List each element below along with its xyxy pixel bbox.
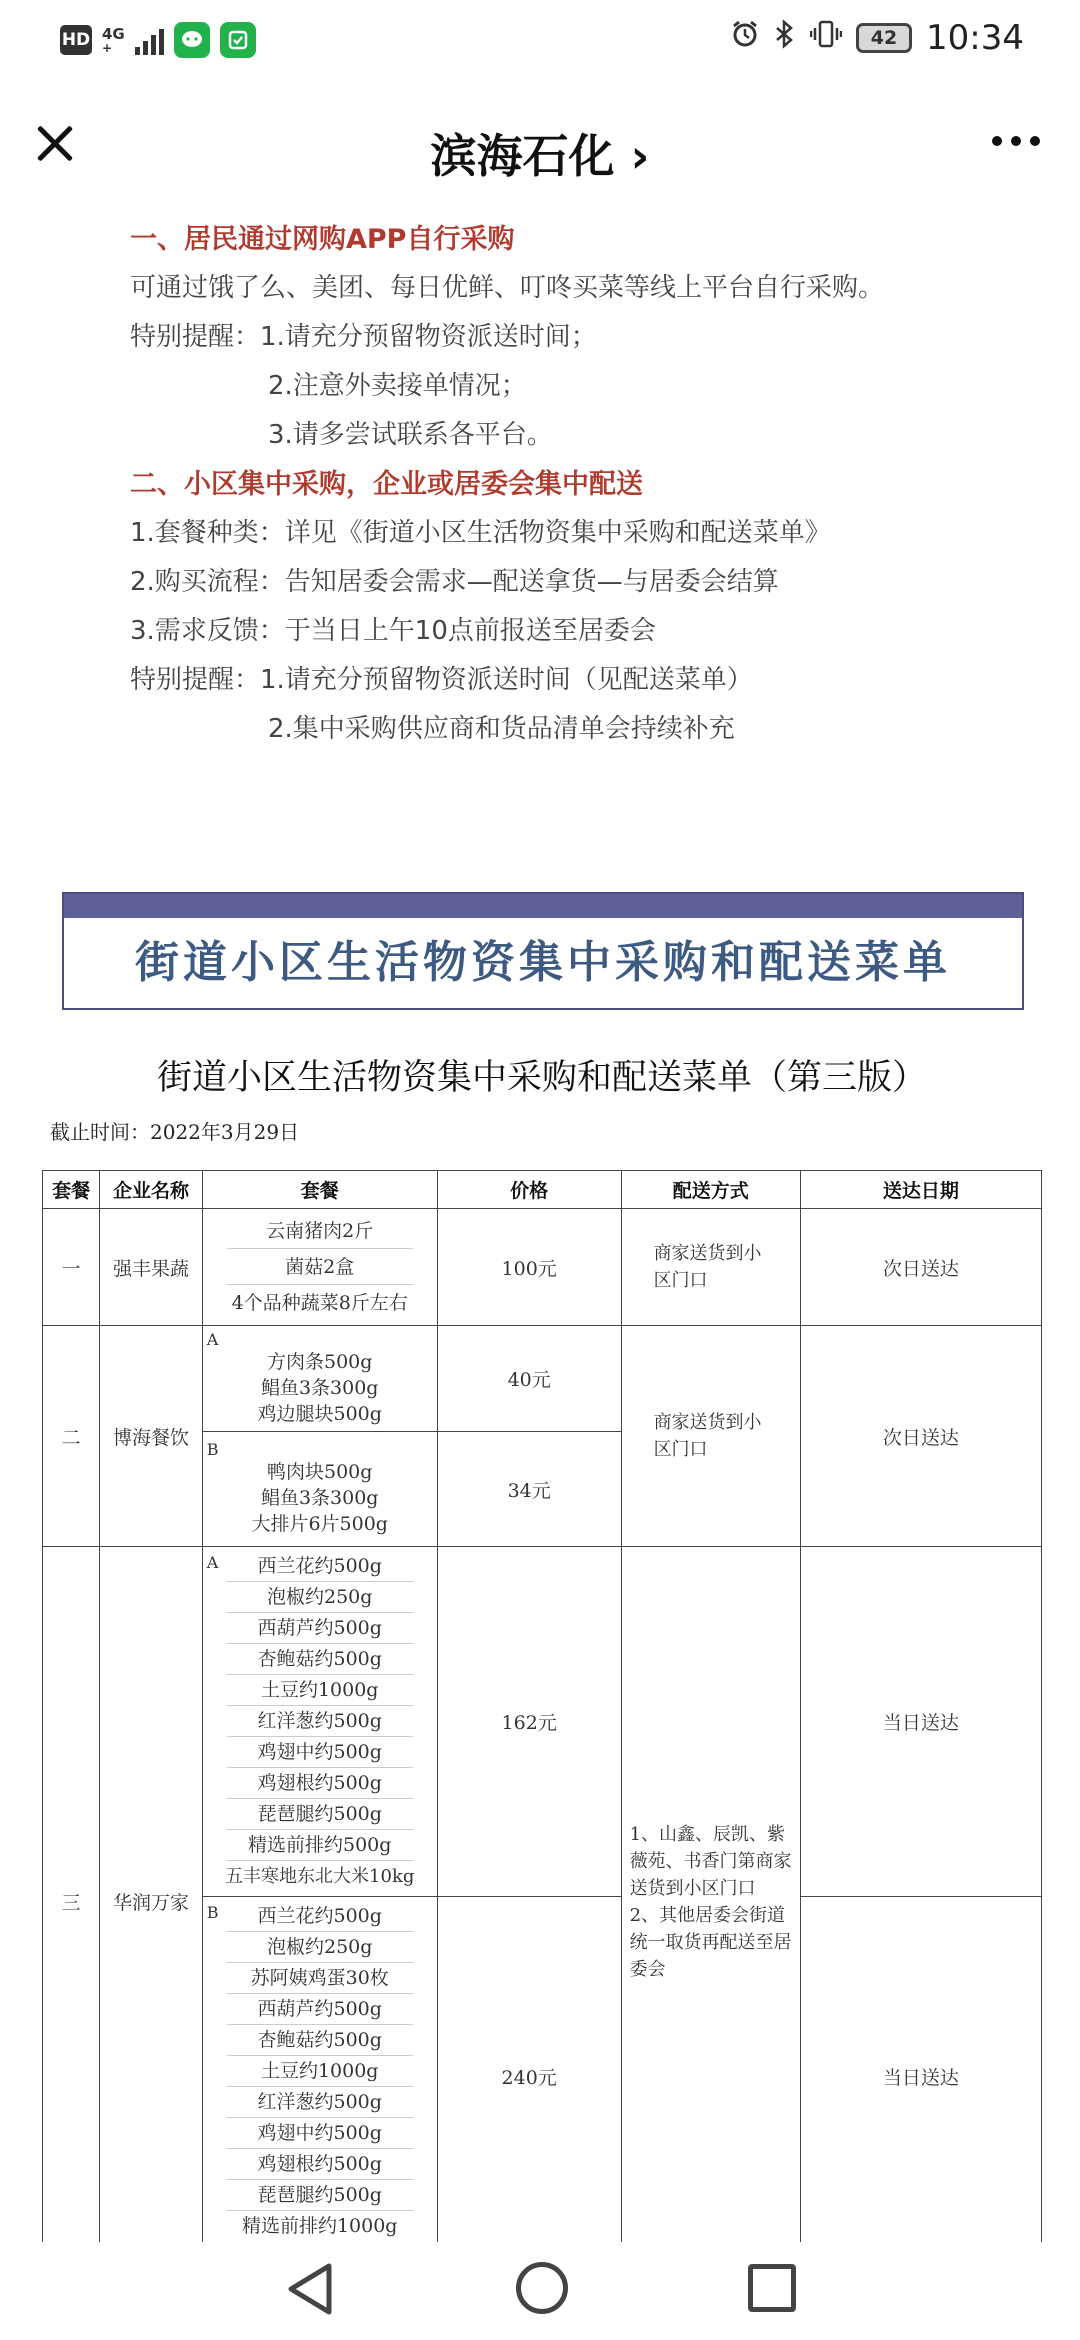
package-items <box>202 1897 437 2243</box>
package-item: 红洋葱约500g <box>227 2087 413 2118</box>
package-item: 苏阿姨鸡蛋30枚 <box>227 1963 413 1994</box>
signal-icon <box>135 25 164 55</box>
app-notification-icon <box>220 22 256 58</box>
table-row <box>43 1209 1042 1326</box>
package-item: 泡椒约250g <box>227 1932 413 1963</box>
delivery-date: 当日送达 <box>800 1897 1041 2243</box>
recent-square-icon[interactable] <box>748 2264 796 2312</box>
section1-text: 可通过饿了么、美团、每日优鲜、叮咚买菜等线上平台自行采购。 <box>130 273 885 303</box>
package-price: 100元 <box>437 1209 621 1326</box>
package-price: 240元 <box>437 1897 621 2243</box>
package-item: 西兰花约500g <box>227 1901 413 1932</box>
section1-heading: 一、居民通过网购APP自行采购 <box>130 224 515 255</box>
package-item: 菌菇2盒 <box>227 1249 413 1285</box>
package-label: A <box>206 1329 219 1349</box>
table-header: 配送方式 <box>621 1171 800 1209</box>
package-item: 杏鲍菇约500g <box>227 1644 413 1675</box>
package-item: 鸡翅根约500g <box>227 1768 413 1799</box>
home-circle-icon[interactable] <box>516 2262 568 2314</box>
package-item: 精选前排约500g <box>227 1830 413 1861</box>
network-sub: + <box>102 40 113 55</box>
company-name: 华润万家 <box>100 1547 202 2243</box>
section2-heading: 二、小区集中采购，企业或居委会集中配送 <box>130 469 643 500</box>
delivery-method: 1、山鑫、辰凯、紫薇苑、书香门第商家送货到小区门口 2、其他居委会街道统一取货再配送至居委会 <box>621 1547 800 2243</box>
section2-reminder: 特别提醒：1.请充分预留物资派送时间（见配送菜单） <box>130 665 753 695</box>
section2-text-1: 1.套餐种类：详见《街道小区生活物资集中采购和配送菜单》 <box>130 518 831 548</box>
package-item: 琵琶腿约500g <box>227 2180 413 2211</box>
package-item: 土豆约1000g <box>227 1675 413 1706</box>
hd-badge: HD <box>60 25 92 55</box>
clock: 10:34 <box>926 18 1024 58</box>
package-item: 琵琶腿约500g <box>227 1799 413 1830</box>
wechat-notification-icon <box>174 22 210 58</box>
table-header: 送达日期 <box>800 1171 1041 1209</box>
package-price: 40元 <box>437 1326 621 1432</box>
page-title[interactable]: 滨海石化 › <box>430 129 650 183</box>
vibrate-icon <box>810 19 842 57</box>
delivery-method: 商家送货到小区门口 <box>621 1326 800 1547</box>
table-header: 价格 <box>437 1171 621 1209</box>
company-name: 博海餐饮 <box>100 1326 202 1547</box>
package-label: B <box>206 1440 219 1459</box>
package-item: 鲳鱼3条300g <box>260 1376 379 1399</box>
delivery-date: 当日送达 <box>800 1547 1041 1897</box>
package-items <box>202 1547 437 1897</box>
package-number: 二 <box>43 1326 100 1547</box>
package-price: 34元 <box>437 1432 621 1547</box>
package-item: 西兰花约500g <box>227 1551 413 1582</box>
package-item: 鸡翅根约500g <box>227 2149 413 2180</box>
package-item: 西葫芦约500g <box>227 1613 413 1644</box>
delivery-date: 次日送达 <box>800 1209 1041 1326</box>
package-item: 鲳鱼3条300g <box>260 1487 379 1509</box>
section2-text-2: 2.购买流程：告知居委会需求—配送拿货—与居委会结算 <box>130 567 779 597</box>
menu-table <box>42 1170 1042 2242</box>
package-item: 4个品种蔬菜8斤左右 <box>231 1292 408 1314</box>
alarm-icon <box>730 19 760 57</box>
section1-reminder-3: 3.请多尝试联系各平台。 <box>268 420 553 450</box>
more-icon[interactable] <box>992 136 1040 146</box>
package-item: 五丰寒地东北大米10kg <box>225 1866 415 1887</box>
table-row <box>43 1547 1042 1897</box>
package-item: 云南猪肉2斤 <box>227 1213 413 1249</box>
doc-deadline: 截止时间：2022年3月29日 <box>50 1120 300 1144</box>
section2-reminder-2: 2.集中采购供应商和货品清单会持续补充 <box>268 714 735 744</box>
package-item: 精选前排约1000g <box>241 2215 398 2237</box>
table-row <box>43 1326 1042 1432</box>
system-nav-bar <box>0 2242 1080 2340</box>
package-items <box>202 1209 437 1326</box>
delivery-date: 次日送达 <box>800 1326 1041 1547</box>
package-items <box>202 1326 437 1432</box>
package-item: 方肉条500g <box>267 1350 373 1373</box>
back-triangle-icon[interactable] <box>285 2262 335 2316</box>
package-item: 杏鲍菇约500g <box>227 2025 413 2056</box>
battery-indicator: 42 <box>856 23 912 53</box>
package-price: 162元 <box>437 1547 621 1897</box>
package-item: 鸡翅中约500g <box>227 1737 413 1768</box>
status-left <box>60 22 256 58</box>
package-item: 红洋葱约500g <box>227 1706 413 1737</box>
package-item: 鸡边腿块500g <box>257 1402 382 1425</box>
package-item: 西葫芦约500g <box>227 1994 413 2025</box>
banner-strip <box>64 894 1022 918</box>
section1-reminder-2: 2.注意外卖接单情况； <box>268 371 527 401</box>
status-bar <box>0 0 1080 80</box>
package-label: A <box>206 1553 219 1572</box>
package-number: 一 <box>43 1209 100 1326</box>
package-number: 三 <box>43 1547 100 2243</box>
network-indicator <box>102 24 125 55</box>
package-item: 土豆约1000g <box>227 2056 413 2087</box>
table-header: 套餐 <box>202 1171 437 1209</box>
top-nav-bar <box>0 80 1080 215</box>
table-header-row <box>43 1171 1042 1209</box>
package-item: 鸡翅中约500g <box>227 2118 413 2149</box>
company-name: 强丰果蔬 <box>100 1209 202 1326</box>
package-items <box>202 1432 437 1547</box>
section1-reminder: 特别提醒：1.请充分预留物资派送时间； <box>130 322 597 352</box>
table-header: 企业名称 <box>100 1171 202 1209</box>
menu-document-image[interactable] <box>42 1032 1042 2242</box>
section2-text-3: 3.需求反馈：于当日上午10点前报送至居委会 <box>130 616 656 646</box>
package-item: 大排片6片500g <box>251 1513 388 1535</box>
article-body <box>130 215 1030 754</box>
package-item: 泡椒约250g <box>227 1582 413 1613</box>
delivery-method: 商家送货到小区门口 <box>621 1209 800 1326</box>
network-type: 4G <box>102 24 125 43</box>
menu-banner <box>62 892 1024 1010</box>
table-header: 套餐 <box>43 1171 100 1209</box>
doc-title: 街道小区生活物资集中采购和配送菜单（第三版） <box>156 1058 927 1098</box>
banner-title: 街道小区生活物资集中采购和配送菜单 <box>135 937 951 988</box>
bluetooth-icon <box>774 19 796 57</box>
package-item: 鸭肉块500g <box>267 1461 373 1483</box>
status-right <box>730 18 1024 58</box>
package-label: B <box>206 1903 219 1922</box>
